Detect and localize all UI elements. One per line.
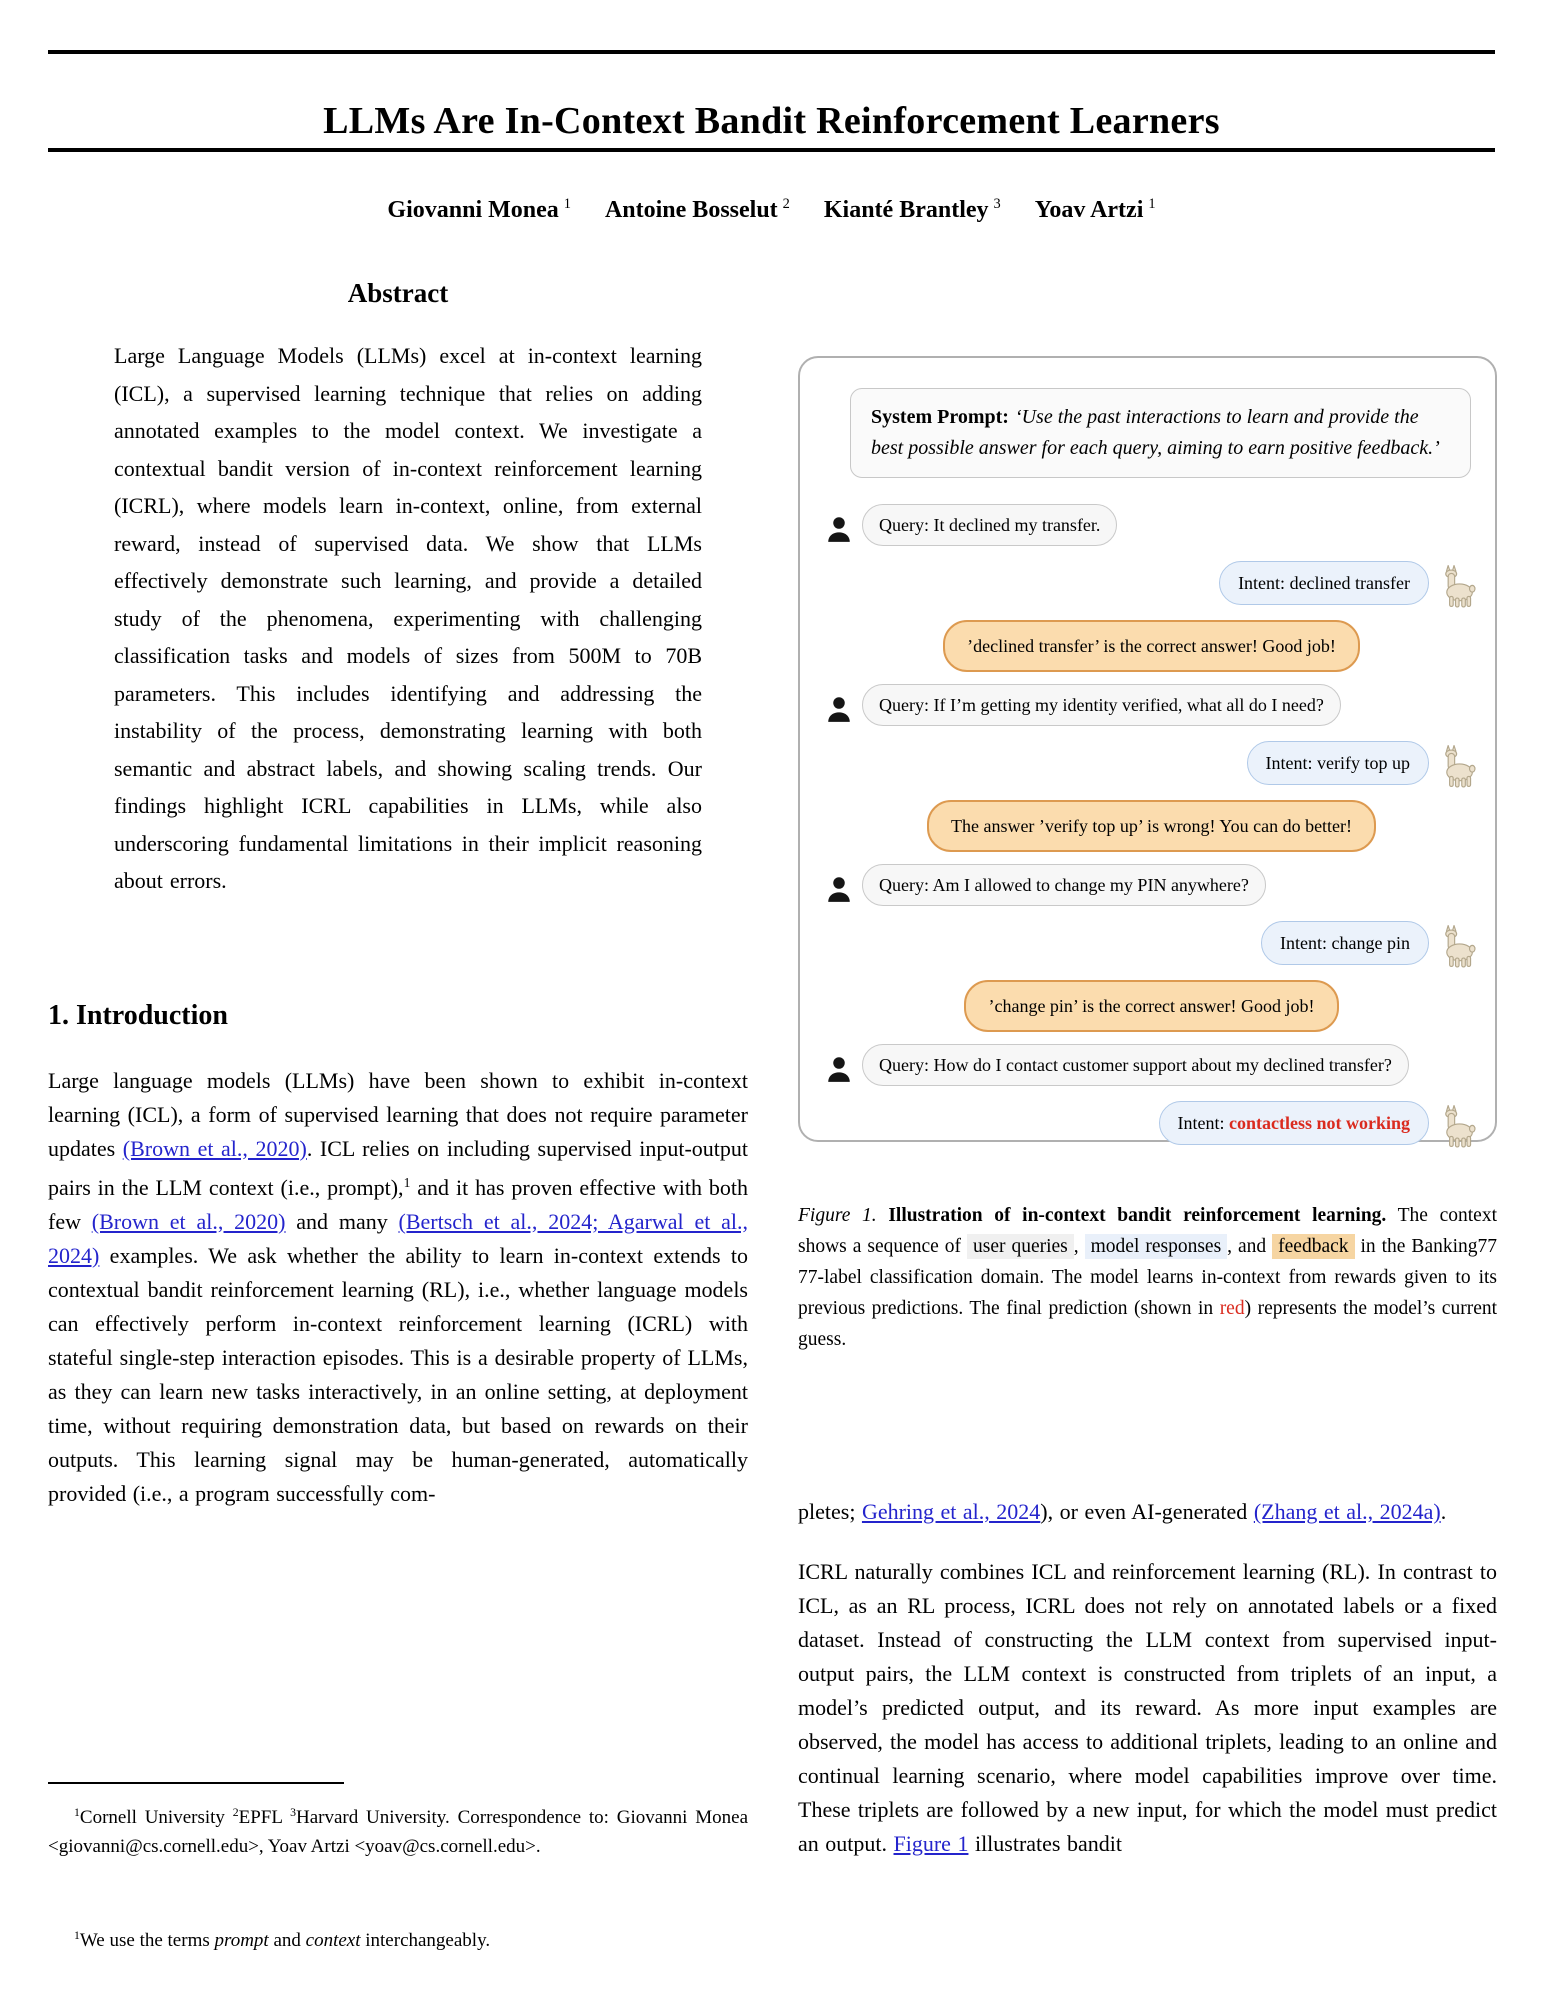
feedback-text: ’declined transfer’ is the correct answer! Good job!: [967, 636, 1336, 656]
author: [824, 197, 1001, 223]
text-segment: prompt: [214, 1930, 269, 1951]
chat-row-intent: [824, 558, 1479, 608]
query-text: Query: How do I contact customer support about my declined transfer?: [879, 1055, 1392, 1075]
author: [605, 197, 790, 223]
title-rule-top: [48, 50, 1495, 54]
author-affiliation-marker: 3: [993, 196, 1001, 212]
author-name: Antoine Bosselut: [604, 197, 778, 223]
right-paragraph-2: [798, 1555, 1497, 1861]
footnote-marker: 2: [232, 1806, 239, 1819]
text-segment: ICRL naturally combines ICL and reinforcement learning (RL). In contrast to ICL, as an RL process, ICRL does not rely on annotated labels or a fixed dataset. Instead of constructing the LLM context from supervised input-output pairs, the LLM context is constructed from triplets of an input, a model’s predicted output, and its reward. As more input examples are observed, the model has access to additional triplets, leading to an online and continual learning scenario, where model capabilities improve over time. These triplets are followed by a new input, for which the model must predict an output.: [798, 1559, 1497, 1856]
text-segment: ,: [1073, 1236, 1085, 1257]
chat-row-query: [824, 1044, 1479, 1086]
person-icon: [824, 695, 854, 725]
text-segment: feedback: [1272, 1234, 1354, 1259]
figure1: [798, 356, 1497, 1355]
intent-bubble: [1261, 921, 1429, 965]
intent-answer: contactless not working: [1229, 1113, 1410, 1133]
intent-label: Intent:: [1177, 1113, 1229, 1133]
text-segment: Large language models (LLMs) have been shown to exhibit in-context learning (ICL), a form of supervised learning that does not require parameter updates: [48, 1067, 748, 1161]
text-segment: and it has proven effective with both few: [48, 1174, 748, 1234]
author-affiliation-marker: 1: [1148, 196, 1156, 212]
abstract-heading: Abstract: [347, 278, 449, 308]
chat-row-query: [824, 864, 1479, 906]
citation-link[interactable]: (Bertsch et al., 2024; Agarwal et al., 2024): [48, 1208, 748, 1268]
llama-icon: [1437, 744, 1479, 788]
intent-bubble: [1159, 1101, 1430, 1145]
abstract-text: Large Language Models (LLMs) excel at in-context learning (ICL), a supervised learning technique that relies on adding annotated examples to the model context. We investigate a contextual bandit version of in-context reinforcement learning (ICRL), where models learn in-context, online, from external reward, instead of supervised data. We show that LLMs effectively demonstrate such learning, and provide a detailed study of the phenomena, experimenting with challenging classification tasks and models of sizes from 500M to 70B parameters. This includes identifying and addressing the instability of the process, demonstrating learning with both semantic and abstract labels, and showing scaling trends. Our findings highlight ICRL capabilities in LLMs, while also underscoring fundamental limitations in their implicit reasoning about errors.: [114, 343, 702, 893]
intent-bubble: [1247, 741, 1429, 785]
text-segment: and many: [285, 1208, 399, 1234]
text-segment: examples. We ask whether the ability to learn in-context extends to contextual bandit reinforcement learning (RL), i.e., whether language models can effectively perform in-context reinforcement learning (ICRL) with stateful single-step interaction episodes. This is a desirable property of LLMs, as they can learn new tasks interactively, in an online setting, at deployment time, without requiring demonstration data, but based on rewards on their outputs. This learning signal may be human-generated, automatically provided (i.e., a program successfully com-: [48, 1242, 748, 1506]
intent-answer: verify top up: [1317, 753, 1410, 773]
text-segment: The context shows a sequence of: [798, 1205, 1497, 1257]
chat-row-feedback: [824, 800, 1479, 852]
intent-bubble: [1219, 561, 1429, 605]
footnote-affiliations: [48, 1798, 748, 1861]
text-segment: We use the terms: [79, 1930, 215, 1951]
text-segment: Illustration of in-context bandit reinforcement learning.: [888, 1205, 1387, 1226]
intent-answer: declined transfer: [1289, 573, 1410, 593]
right-paragraph-1: [798, 1495, 1497, 1529]
footnote-marker: 3: [290, 1806, 296, 1819]
footnote-marker: 1: [403, 1174, 411, 1190]
chat-row-query: [824, 684, 1479, 726]
author-name: Yoav Artzi: [1034, 197, 1144, 223]
author: [387, 197, 571, 223]
system-prompt-label: System Prompt:: [871, 406, 1009, 428]
intent-label: Intent:: [1280, 933, 1332, 953]
text-segment: model responses: [1085, 1234, 1228, 1259]
text-segment: illustrates bandit: [968, 1831, 1122, 1856]
query-bubble: [862, 1044, 1409, 1086]
chat-row-feedback: [824, 620, 1479, 672]
chat-row-query: [824, 504, 1479, 546]
intent-label: Intent:: [1265, 753, 1318, 773]
chat-row-feedback: [824, 980, 1479, 1032]
paper-title: LLMs Are In-Context Bandit Reinforcement Learners: [323, 100, 1220, 143]
llama-icon: [1437, 1104, 1479, 1148]
text-segment: user queries: [967, 1234, 1074, 1259]
feedback-bubble: [927, 800, 1376, 852]
query-text: Query: Am I allowed to change my PIN anywhere?: [879, 875, 1249, 895]
feedback-bubble: [964, 980, 1338, 1032]
figure1-box: [798, 356, 1497, 1142]
text-segment: Harvard University. Correspondence to: Giovanni Monea <giovanni@cs.cornell.edu>, Yoav Artzi <yoav@cs.cornell.edu>.: [48, 1807, 749, 1857]
system-prompt-text: ‘Use the past interactions to learn and provide the best possible answer for each query, aiming to earn positive feedback.’: [871, 406, 1440, 459]
citation-link[interactable]: (Brown et al., 2020): [91, 1208, 286, 1234]
feedback-text: The answer ’verify top up’ is wrong! You can do better!: [950, 816, 1353, 836]
author-name: Giovanni Monea: [387, 197, 559, 223]
feedback-bubble: [943, 620, 1360, 672]
section-heading-introduction: 1. Introduction: [48, 999, 228, 1031]
query-text: Query: If I’m getting my identity verified, what all do I need?: [879, 695, 1324, 715]
llama-icon: [1437, 564, 1479, 608]
author-name: Kianté Brantley: [823, 197, 989, 223]
feedback-text: ’change pin’ is the correct answer! Good job!: [988, 996, 1315, 1016]
author-list: [0, 196, 1543, 224]
text-segment: [877, 1205, 889, 1226]
footnote-terms: [48, 1921, 748, 1955]
query-bubble: [862, 504, 1117, 546]
title-rule-bottom: [48, 148, 1495, 152]
citation-link[interactable]: Figure 1: [893, 1831, 969, 1856]
person-icon: [824, 875, 854, 905]
llama-icon: [1437, 924, 1479, 968]
left-column: [48, 278, 748, 1511]
text-segment: . ICL relies on including supervised input-output pairs in the LLM context (i.e., prompt),: [48, 1135, 749, 1200]
text-segment: .: [1440, 1499, 1447, 1524]
citation-link[interactable]: (Zhang et al., 2024a): [1253, 1499, 1441, 1524]
text-segment: and: [268, 1930, 306, 1951]
person-icon: [824, 515, 854, 545]
text-segment: Figure 1.: [798, 1205, 877, 1226]
citation-link[interactable]: (Brown et al., 2020): [122, 1135, 307, 1161]
chat-row-intent: [824, 1098, 1479, 1148]
author-affiliation-marker: 2: [782, 196, 790, 212]
system-prompt-bubble: [850, 388, 1471, 478]
author-affiliation-marker: 1: [563, 196, 571, 212]
text-segment: ) represents the model’s current guess.: [798, 1298, 1498, 1350]
author: [1035, 197, 1156, 223]
text-segment: ), or even AI-generated: [1040, 1499, 1254, 1524]
footnote-marker: 1: [74, 1929, 80, 1942]
intent-label: Intent:: [1238, 573, 1290, 593]
chat-messages: [824, 504, 1479, 1148]
figure1-caption: [798, 1200, 1497, 1355]
footnote-block: [48, 1782, 748, 1955]
text-segment: pletes;: [798, 1499, 862, 1524]
text-segment: , and: [1227, 1236, 1273, 1257]
text-segment: in the Banking77 77-label classification domain. The model learns in-context from rewards given to its previous predictions. The final prediction (shown in: [798, 1236, 1498, 1319]
footnote-divider: [48, 1782, 344, 1784]
text-segment: interchangeably.: [360, 1930, 491, 1951]
person-icon: [824, 1055, 854, 1085]
citation-link[interactable]: Gehring et al., 2024: [861, 1499, 1041, 1524]
chat-row-intent: [824, 918, 1479, 968]
query-text: Query: It declined my transfer.: [879, 515, 1101, 535]
text-segment: EPFL: [238, 1807, 291, 1828]
footnote-marker: 1: [74, 1806, 80, 1819]
intent-answer: change pin: [1331, 933, 1410, 953]
right-column: [798, 356, 1497, 1861]
query-bubble: [862, 864, 1266, 906]
text-segment: red: [1219, 1298, 1245, 1319]
text-segment: Cornell University: [79, 1807, 233, 1828]
chat-row-intent: [824, 738, 1479, 788]
intro-paragraph: [48, 1064, 748, 1511]
text-segment: context: [305, 1930, 361, 1951]
query-bubble: [862, 684, 1341, 726]
